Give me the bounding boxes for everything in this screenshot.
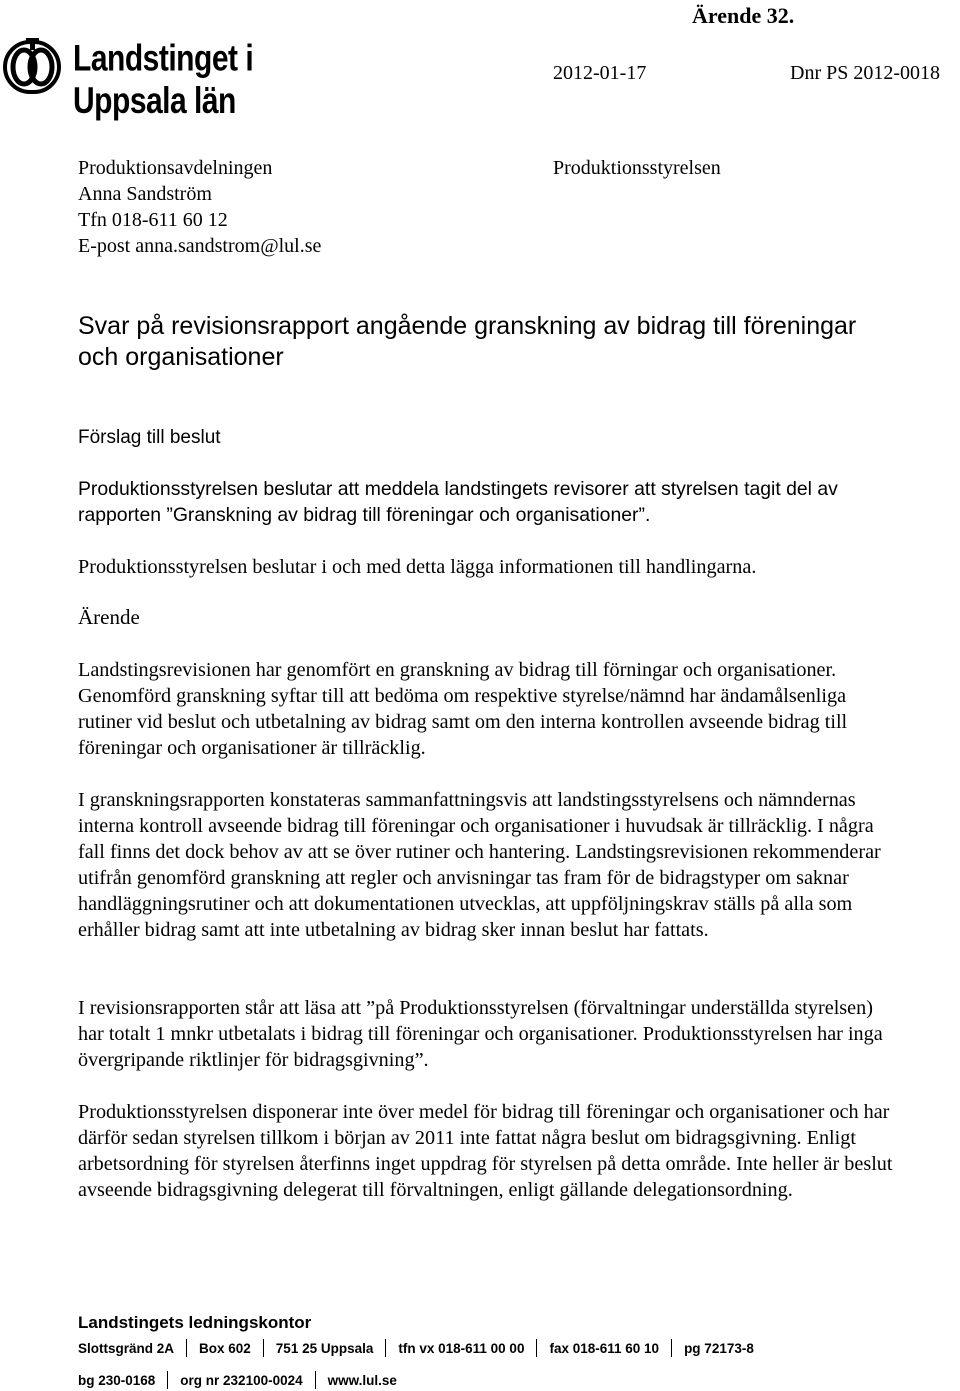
footer-street: Slottsgränd 2A <box>78 1340 175 1356</box>
footer-divider <box>671 1339 672 1357</box>
case-heading: Ärende <box>78 605 140 629</box>
proposal-paragraph-1: Produktionsstyrelsen beslutar att meddela landstingets revisorer att styrelsen tagit del av rapporten ”Granskning av bidrag till föreningar och organisationer”. <box>78 478 838 526</box>
footer-divider <box>315 1371 316 1389</box>
case-paragraph-4: Produktionsstyrelsen disponerar inte över medel för bidrag till föreningar och organisationer och har därför sedan styrelsen tillkom i början av 2011 inte fattat några beslut om bidragsgivning. Enligt arbetsordning för styrelsen återfinns inget uppdrag för styrelsen på detta område. Inte heller är beslut avseende bidragsgivning delegerat till förvaltningen, enligt gällande delegationsordning. <box>78 1101 893 1201</box>
sender-department: Produktionsavdelningen <box>78 157 273 179</box>
document-date: 2012-01-17 <box>553 62 647 84</box>
footer-divider <box>167 1371 168 1389</box>
footer-box: Box 602 <box>199 1340 251 1356</box>
case-paragraph-1: Landstingsrevisionen har genomfört en granskning av bidrag till förningar och organisationer. Genomförd granskning syftar till att bedöma om respektive styrelse/nämnd har ändamålsenliga rutiner vid beslut och utbetalning av bidrag samt om den interna kontrollen avseende bidrag till föreningar och organisationer är tillräcklig. <box>78 659 848 759</box>
sender-email: E-post anna.sandstrom@lul.se <box>78 235 322 257</box>
proposal-paragraph-2: Produktionsstyrelsen beslutar i och med detta lägga informationen till handlingarna. <box>78 556 757 578</box>
footer-plusgiro: pg 72173-8 <box>684 1340 754 1356</box>
footer-website-link[interactable]: www.lul.se <box>327 1372 397 1388</box>
recipient: Produktionsstyrelsen <box>553 157 721 179</box>
case-paragraph-2: I granskningsrapporten konstateras sammanfattningsvis att landstingsstyrelsens och nämndernas interna kontroll avseende bidrag till föreningar och organisationer i huvudsak är tillräcklig. I några fall finns det dock behov av att se över rutiner och hantering. Landstingsrevisionen rekommenderar utifrån genomförd granskning att regler och anvisningar tas fram för de bidragstyper om saknar handläggningsrutiner och att dokumentationen utvecklas, att uppföljningskrav ställs på alla som erhåller bidrag samt att inte utbetalning av bidrag sker innan beslut har fattats. <box>78 789 881 941</box>
organization-name: Landstinget i Uppsala län <box>73 38 254 122</box>
footer-divider <box>186 1339 187 1357</box>
proposal-heading: Förslag till beslut <box>78 427 221 448</box>
organization-logo <box>3 36 363 122</box>
footer-fax: fax 018-611 60 10 <box>549 1340 660 1356</box>
footer-postal: 751 25 Uppsala <box>275 1340 374 1356</box>
footer-divider <box>385 1339 386 1357</box>
case-number: Ärende 32. <box>692 3 795 28</box>
sender-phone: Tfn 018-611 60 12 <box>78 209 228 231</box>
sender-name: Anna Sandström <box>78 183 212 205</box>
footer-org-number: org nr 232100-0024 <box>180 1372 303 1388</box>
footer-office: Landstingets ledningskontor <box>78 1313 312 1332</box>
logo-emblem-icon <box>3 36 63 96</box>
footer-phone: tfn vx 018-611 00 00 <box>398 1340 525 1356</box>
footer-registration-row <box>78 1370 397 1390</box>
footer-divider <box>536 1339 537 1357</box>
document-title: Svar på revisionsrapport angående granskning av bidrag till föreningar och organisationer <box>78 312 857 371</box>
case-paragraph-3: I revisionsrapporten står att läsa att ”på Produktionsstyrelsen (förvaltningar underställda styrelsen) har totalt 1 mnkr utbetalats i bidrag till föreningar och organisationer. Produktionsstyrelsen har inga övergripande riktlinjer för bidragsgivning”. <box>78 997 883 1071</box>
diary-number: Dnr PS 2012-0018 <box>790 62 941 84</box>
footer-divider <box>263 1339 264 1357</box>
footer-address-row <box>78 1338 754 1358</box>
footer-bankgiro: bg 230-0168 <box>78 1372 156 1388</box>
